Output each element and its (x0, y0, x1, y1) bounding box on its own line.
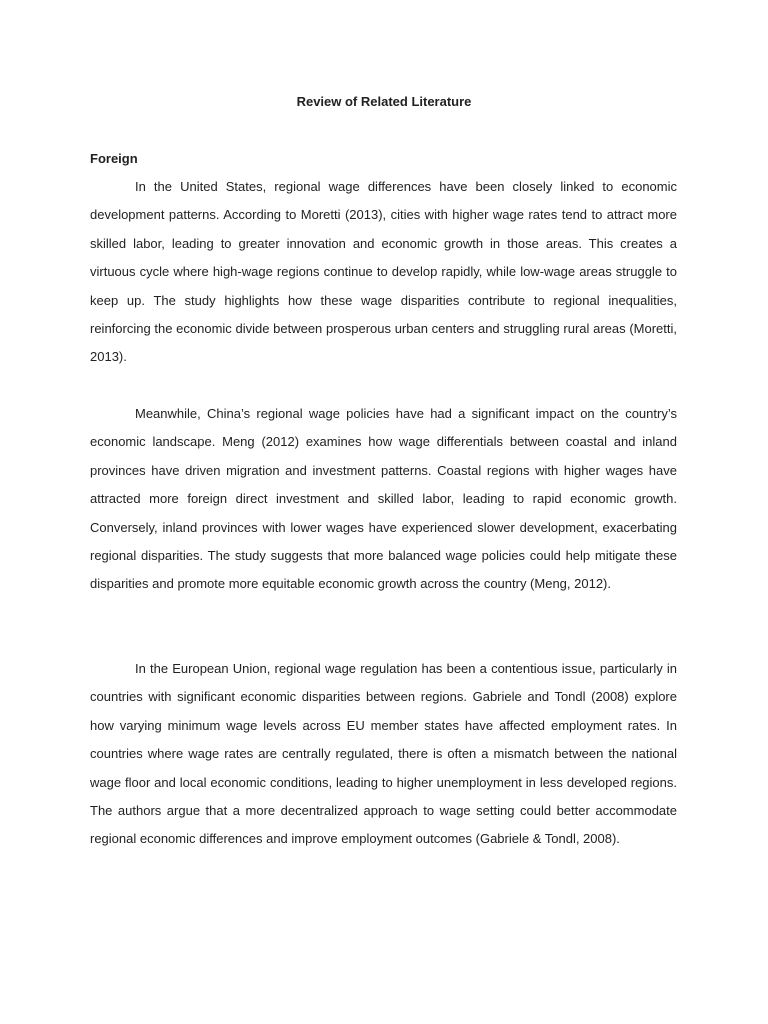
paragraph-china: Meanwhile, China’s regional wage policies have had a significant impact on the country’s economic landscape. Meng (2012) examines how wage differentials between coastal and inland provinces have driven migration and investment patterns. Coastal regions with higher wages have attracted more foreign direct investment and skilled labor, leading to rapid economic growth. Conversely, inland provinces with lower wages have experienced slower development, exacerbating regional disparities. The study suggests that more balanced wage policies could help mitigate these disparities and promote more equitable economic growth across the country (Meng, 2012). (90, 406, 677, 592)
document-title: Review of Related Literature (296, 94, 472, 109)
paragraph-european-union: In the European Union, regional wage regulation has been a contentious issue, particularly in countries with significant economic disparities between regions. Gabriele and Tondl (2008) explore how varying minimum wage levels across EU member states have affected employment rates. In countries where wage rates are centrally regulated, there is often a mismatch between the national wage floor and local economic conditions, leading to higher unemployment in less developed regions. The authors argue that a more decentralized approach to wage setting could better accommodate regional economic differences and improve employment outcomes (Gabriele & Tondl, 2008). (90, 661, 677, 847)
paragraph-united-states: In the United States, regional wage differences have been closely linked to economic development patterns. According to Moretti (2013), cities with higher wage rates tend to attract more skilled labor, leading to greater innovation and economic growth in those areas. This creates a virtuous cycle where high-wage regions continue to develop rapidly, while low-wage areas struggle to keep up. The study highlights how these wage disparities contribute to regional inequalities, reinforcing the economic divide between prosperous urban centers and struggling rural areas (Moretti, 2013). (90, 179, 677, 365)
section-heading-foreign: Foreign (90, 151, 138, 166)
